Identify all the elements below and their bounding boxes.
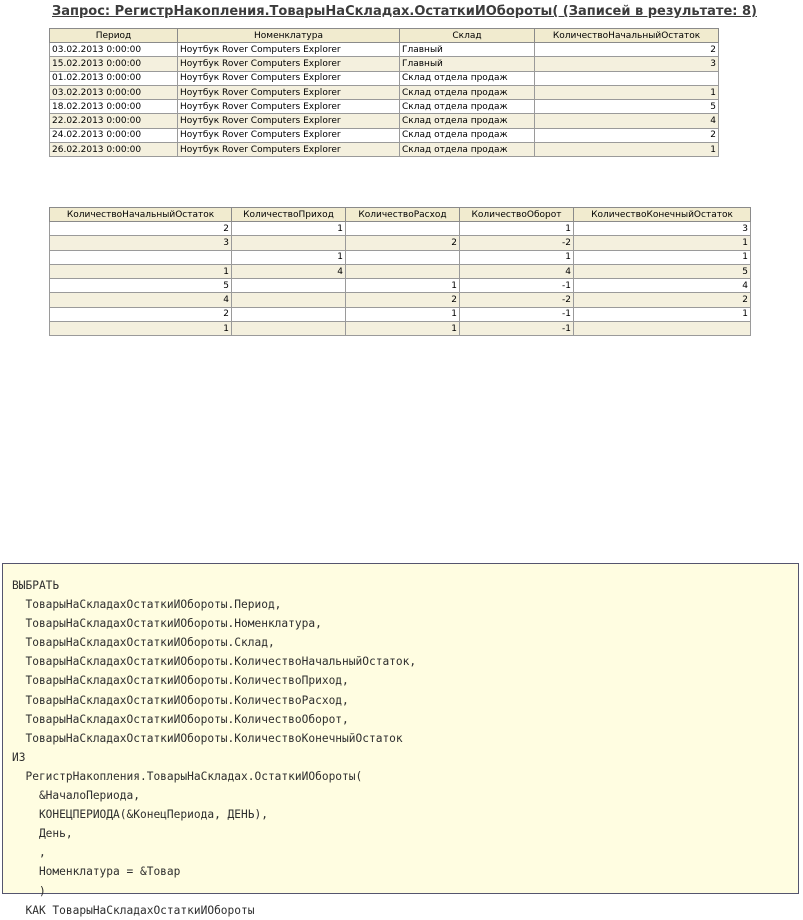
code-line: , — [12, 846, 46, 860]
table-cell — [535, 71, 719, 85]
table-row[interactable] — [50, 222, 751, 236]
code-line: ТоварыНаСкладахОстаткиИОбороты.Склад, — [12, 636, 275, 650]
table-cell: 1 — [232, 250, 346, 264]
code-line: ВЫБРАТЬ — [12, 579, 60, 592]
table-cell: Склад отдела продаж — [400, 100, 535, 114]
table-cell: 1 — [535, 143, 719, 157]
table-cell: 3 — [50, 236, 232, 250]
table-row[interactable] — [50, 57, 719, 71]
code-line: ТоварыНаСкладахОстаткиИОбороты.КоличествоОборот, — [12, 712, 349, 726]
table-cell: 5 — [574, 264, 751, 278]
table-cell: 1 — [346, 322, 460, 336]
code-line: ТоварыНаСкладахОстаткиИОбороты.Номенклатура, — [12, 617, 322, 631]
column-header-turnover[interactable]: КоличествоОборот — [460, 208, 574, 222]
table-cell: Ноутбук Rover Computers Explorer — [178, 143, 400, 157]
table-cell: 1 — [460, 222, 574, 236]
table-row[interactable] — [50, 250, 751, 264]
column-header-expense[interactable]: КоличествоРасход — [346, 208, 460, 222]
code-line: ТоварыНаСкладахОстаткиИОбороты.КоличествоНачальныйОстаток, — [12, 655, 417, 669]
table-cell: -1 — [460, 307, 574, 321]
table-cell: Ноутбук Rover Computers Explorer — [178, 128, 400, 142]
table-cell: 1 — [50, 322, 232, 336]
table-cell: 1 — [574, 236, 751, 250]
table-row[interactable] — [50, 236, 751, 250]
table-cell: 2 — [346, 293, 460, 307]
table-cell: 2 — [50, 307, 232, 321]
table-cell: 1 — [574, 250, 751, 264]
code-line: ТоварыНаСкладахОстаткиИОбороты.Период, — [12, 598, 282, 612]
table-cell: -1 — [460, 279, 574, 293]
table-cell — [232, 322, 346, 336]
table-cell: 03.02.2013 0:00:00 — [50, 85, 178, 99]
code-line: КАК ТоварыНаСкладахОстаткиИОбороты — [12, 903, 255, 917]
table-cell: 1 — [346, 279, 460, 293]
table-row[interactable] — [50, 100, 719, 114]
table-cell: 1 — [50, 264, 232, 278]
code-line: ИЗ — [12, 750, 26, 764]
table-cell: 2 — [574, 293, 751, 307]
table-cell: 4 — [460, 264, 574, 278]
table-cell: 15.02.2013 0:00:00 — [50, 57, 178, 71]
table-cell — [574, 322, 751, 336]
table-row[interactable] — [50, 293, 751, 307]
table-header-row — [50, 208, 751, 222]
table-cell: Главный — [400, 57, 535, 71]
table-cell: Склад отдела продаж — [400, 114, 535, 128]
table-row[interactable] — [50, 143, 719, 157]
code-line: День, — [12, 827, 73, 841]
table-cell: 1 — [535, 85, 719, 99]
query-result-title: Запрос: РегистрНакопления.ТоварыНаСкладах.ОстаткиИОбороты( (Записей в результате: 8) — [52, 4, 757, 19]
table-row[interactable] — [50, 307, 751, 321]
table-cell: 22.02.2013 0:00:00 — [50, 114, 178, 128]
balances-turnovers-table — [49, 207, 751, 336]
table-row[interactable] — [50, 114, 719, 128]
table-cell: 2 — [346, 236, 460, 250]
table-cell: 5 — [535, 100, 719, 114]
table-cell: 2 — [535, 128, 719, 142]
code-line: &НачалоПериода, — [12, 789, 140, 803]
column-header-warehouse[interactable]: Склад — [400, 29, 535, 43]
table-cell: Ноутбук Rover Computers Explorer — [178, 85, 400, 99]
table-cell: 03.02.2013 0:00:00 — [50, 43, 178, 57]
column-header-closing-balance[interactable]: КоличествоКонечныйОстаток — [574, 208, 751, 222]
table-cell: Склад отдела продаж — [400, 143, 535, 157]
column-header-opening-balance[interactable]: КоличествоНачальныйОстаток — [50, 208, 232, 222]
table-cell: 3 — [535, 57, 719, 71]
column-header-period[interactable]: Период — [50, 29, 178, 43]
table-cell: Склад отдела продаж — [400, 71, 535, 85]
table-cell: 4 — [232, 264, 346, 278]
table-cell: 1 — [460, 250, 574, 264]
table-header-row — [50, 29, 719, 43]
table-row[interactable] — [50, 43, 719, 57]
table-cell: Ноутбук Rover Computers Explorer — [178, 71, 400, 85]
table-cell — [346, 250, 460, 264]
table-cell — [346, 264, 460, 278]
table-cell: -1 — [460, 322, 574, 336]
query-result-table — [49, 28, 719, 157]
table-row[interactable] — [50, 279, 751, 293]
table-row[interactable] — [50, 71, 719, 85]
table-cell: Главный — [400, 43, 535, 57]
code-line: ТоварыНаСкладахОстаткиИОбороты.КоличествоПриход, — [12, 674, 349, 688]
table-cell — [346, 222, 460, 236]
table-cell: 4 — [535, 114, 719, 128]
table-row[interactable] — [50, 264, 751, 278]
query-text — [3, 564, 798, 920]
column-header-opening-balance[interactable]: КоличествоНачальныйОстаток — [535, 29, 719, 43]
table-cell: Ноутбук Rover Computers Explorer — [178, 114, 400, 128]
table-cell: Ноутбук Rover Computers Explorer — [178, 100, 400, 114]
code-line: КОНЕЦПЕРИОДА(&КонецПериода, ДЕНЬ), — [12, 808, 268, 822]
table-cell: 01.02.2013 0:00:00 — [50, 71, 178, 85]
table-cell: 3 — [574, 222, 751, 236]
query-text-box — [2, 563, 799, 917]
column-header-nomenclature[interactable]: Номенклатура — [178, 29, 400, 43]
table-cell: Склад отдела продаж — [400, 128, 535, 142]
table-cell: 1 — [574, 307, 751, 321]
table-cell: 4 — [574, 279, 751, 293]
table-cell: 26.02.2013 0:00:00 — [50, 143, 178, 157]
table-cell: 1 — [346, 307, 460, 321]
code-line: ТоварыНаСкладахОстаткиИОбороты.КоличествоКонечныйОстаток — [12, 731, 403, 745]
table-cell: Ноутбук Rover Computers Explorer — [178, 43, 400, 57]
code-line: РегистрНакопления.ТоварыНаСкладах.ОстаткиИОбороты( — [12, 769, 363, 783]
code-line: Номенклатура = &Товар — [12, 865, 181, 879]
table-cell — [232, 293, 346, 307]
table-row[interactable] — [50, 322, 751, 336]
table-cell — [50, 250, 232, 264]
table-cell — [232, 279, 346, 293]
table-cell: -2 — [460, 236, 574, 250]
table-cell: 2 — [535, 43, 719, 57]
table-cell: 1 — [232, 222, 346, 236]
table-cell: -2 — [460, 293, 574, 307]
column-header-receipt[interactable]: КоличествоПриход — [232, 208, 346, 222]
table-row[interactable] — [50, 85, 719, 99]
code-line: ТоварыНаСкладахОстаткиИОбороты.КоличествоРасход, — [12, 693, 349, 707]
table-cell: 4 — [50, 293, 232, 307]
table-cell: 18.02.2013 0:00:00 — [50, 100, 178, 114]
table-cell: Склад отдела продаж — [400, 85, 535, 99]
code-line: ) — [12, 884, 46, 898]
table-cell — [232, 307, 346, 321]
table-cell: 24.02.2013 0:00:00 — [50, 128, 178, 142]
table-cell: 5 — [50, 279, 232, 293]
table-cell: 2 — [50, 222, 232, 236]
table-cell — [232, 236, 346, 250]
table-row[interactable] — [50, 128, 719, 142]
table-cell: Ноутбук Rover Computers Explorer — [178, 57, 400, 71]
